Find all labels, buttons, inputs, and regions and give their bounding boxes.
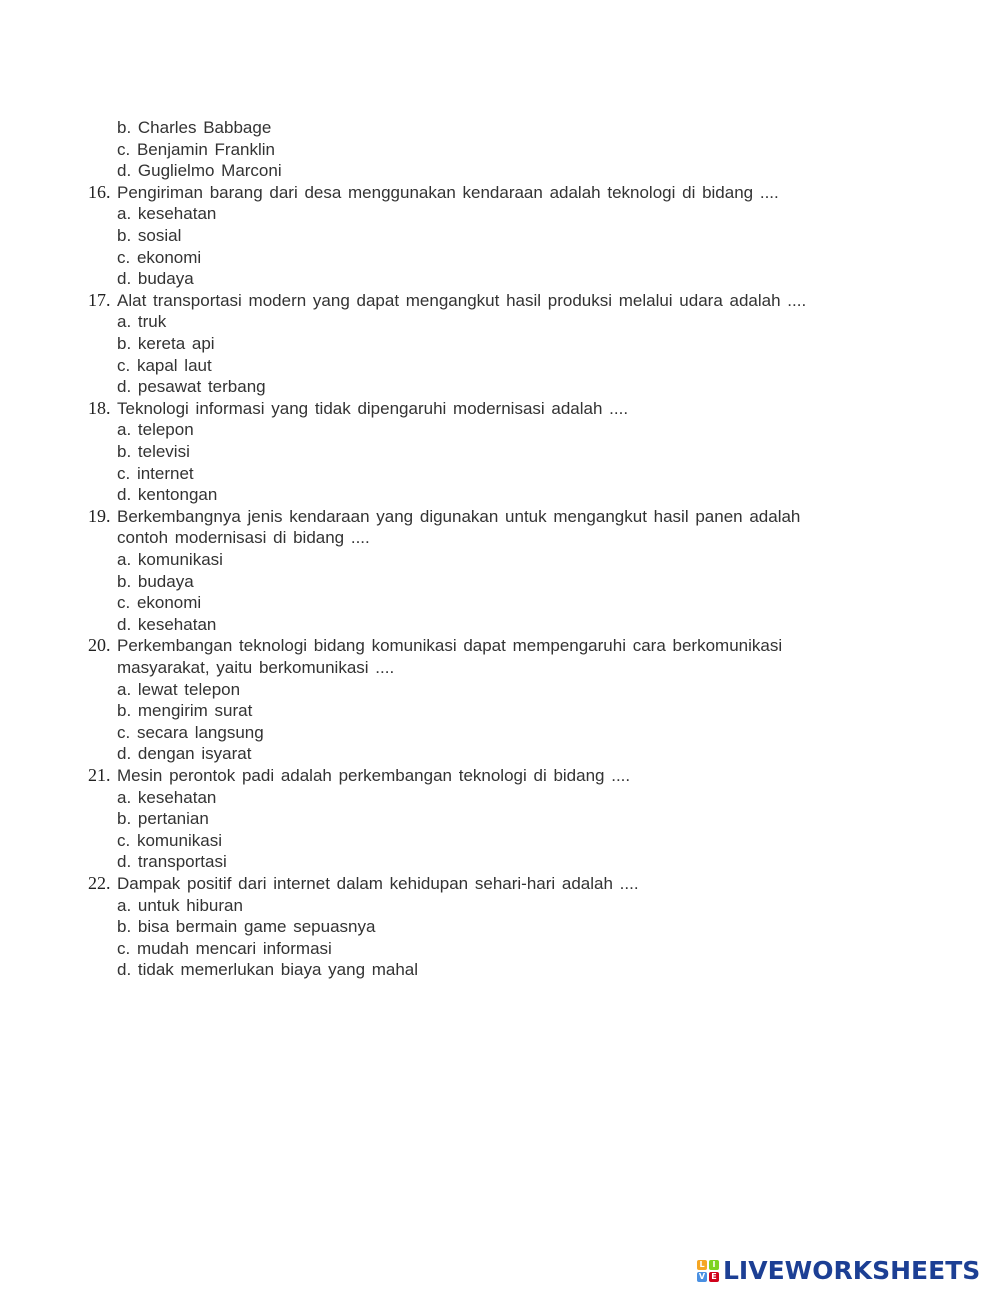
question-number: 19. bbox=[88, 505, 111, 526]
answer-option: d. budaya bbox=[117, 269, 194, 289]
answer-option: a. truk bbox=[117, 312, 167, 332]
answer-option: a. lewat telepon bbox=[117, 679, 241, 699]
liveworksheets-watermark bbox=[697, 1256, 980, 1286]
answer-option: d. dengan isyarat bbox=[117, 744, 252, 764]
answer-option: c. ekonomi bbox=[117, 593, 202, 613]
question-text: Mesin perontok padi adalah perkembangan teknologi di bidang .... bbox=[117, 766, 631, 785]
answer-option: c. internet bbox=[117, 463, 194, 483]
answer-option: d. Guglielmo Marconi bbox=[117, 161, 282, 181]
answer-option: c. ekonomi bbox=[117, 247, 202, 267]
answer-option: b. mengirim surat bbox=[117, 701, 253, 721]
question-text: Perkembangan teknologi bidang komunikasi dapat mempengaruhi cara berkomunikasi bbox=[117, 636, 783, 656]
answer-option: d. kentongan bbox=[117, 485, 218, 505]
question-number: 16. bbox=[88, 181, 111, 202]
answer-option: a. telepon bbox=[117, 420, 194, 440]
answer-option: b. bisa bermain game sepuasnya bbox=[117, 917, 376, 937]
question-number: 21. bbox=[88, 765, 111, 785]
answer-option: c. mudah mencari informasi bbox=[117, 938, 332, 958]
question-text: Dampak positif dari internet dalam kehidupan sehari-hari adalah .... bbox=[117, 874, 639, 893]
answer-option: d. pesawat terbang bbox=[117, 377, 266, 397]
question-text: Alat transportasi modern yang dapat mengangkut hasil produksi melalui udara adalah .... bbox=[117, 290, 807, 310]
answer-option: b. budaya bbox=[117, 571, 194, 591]
answer-option: d. tidak memerlukan biaya yang mahal bbox=[117, 960, 419, 980]
answer-option: b. kereta api bbox=[117, 334, 215, 353]
logo-tile: I bbox=[709, 1260, 719, 1270]
question-number: 17. bbox=[88, 289, 111, 310]
answer-option: b. televisi bbox=[117, 442, 190, 461]
answer-option: d. transportasi bbox=[117, 852, 227, 872]
answer-option: d. kesehatan bbox=[117, 614, 217, 634]
question-text: Berkembangnya jenis kendaraan yang digunakan untuk mengangkut hasil panen adalah bbox=[117, 506, 801, 526]
liveworksheets-logo-icon bbox=[697, 1260, 719, 1282]
answer-option: a. komunikasi bbox=[117, 550, 223, 569]
logo-tile: V bbox=[698, 1272, 706, 1281]
answer-option: c. kapal laut bbox=[117, 355, 212, 375]
question-text: contoh modernisasi di bidang .... bbox=[117, 528, 370, 548]
answer-option: c. komunikasi bbox=[117, 830, 222, 850]
answer-option: b. Charles Babbage bbox=[117, 118, 272, 137]
answer-option: c. secara langsung bbox=[117, 722, 264, 742]
logo-tile: L bbox=[697, 1260, 707, 1270]
question-number: 18. bbox=[88, 397, 111, 418]
question-text: Pengiriman barang dari desa menggunakan kendaraan adalah teknologi di bidang .... bbox=[117, 182, 779, 202]
question-text: Teknologi informasi yang tidak dipengaruhi modernisasi adalah .... bbox=[117, 398, 629, 418]
answer-option: a. untuk hiburan bbox=[117, 895, 243, 915]
answer-option: b. sosial bbox=[117, 226, 182, 245]
answer-option: c. Benjamin Franklin bbox=[117, 139, 276, 159]
answer-option: a. kesehatan bbox=[117, 787, 217, 807]
question-number: 20. bbox=[88, 635, 111, 656]
answer-option: b. pertanian bbox=[117, 809, 209, 829]
answer-option: a. kesehatan bbox=[117, 204, 217, 224]
watermark-text: LIVEWORKSHEETS bbox=[723, 1256, 981, 1285]
logo-tile: E bbox=[709, 1272, 719, 1282]
question-text: masyarakat, yaitu berkomunikasi .... bbox=[117, 658, 395, 677]
question-number: 22. bbox=[88, 873, 111, 893]
